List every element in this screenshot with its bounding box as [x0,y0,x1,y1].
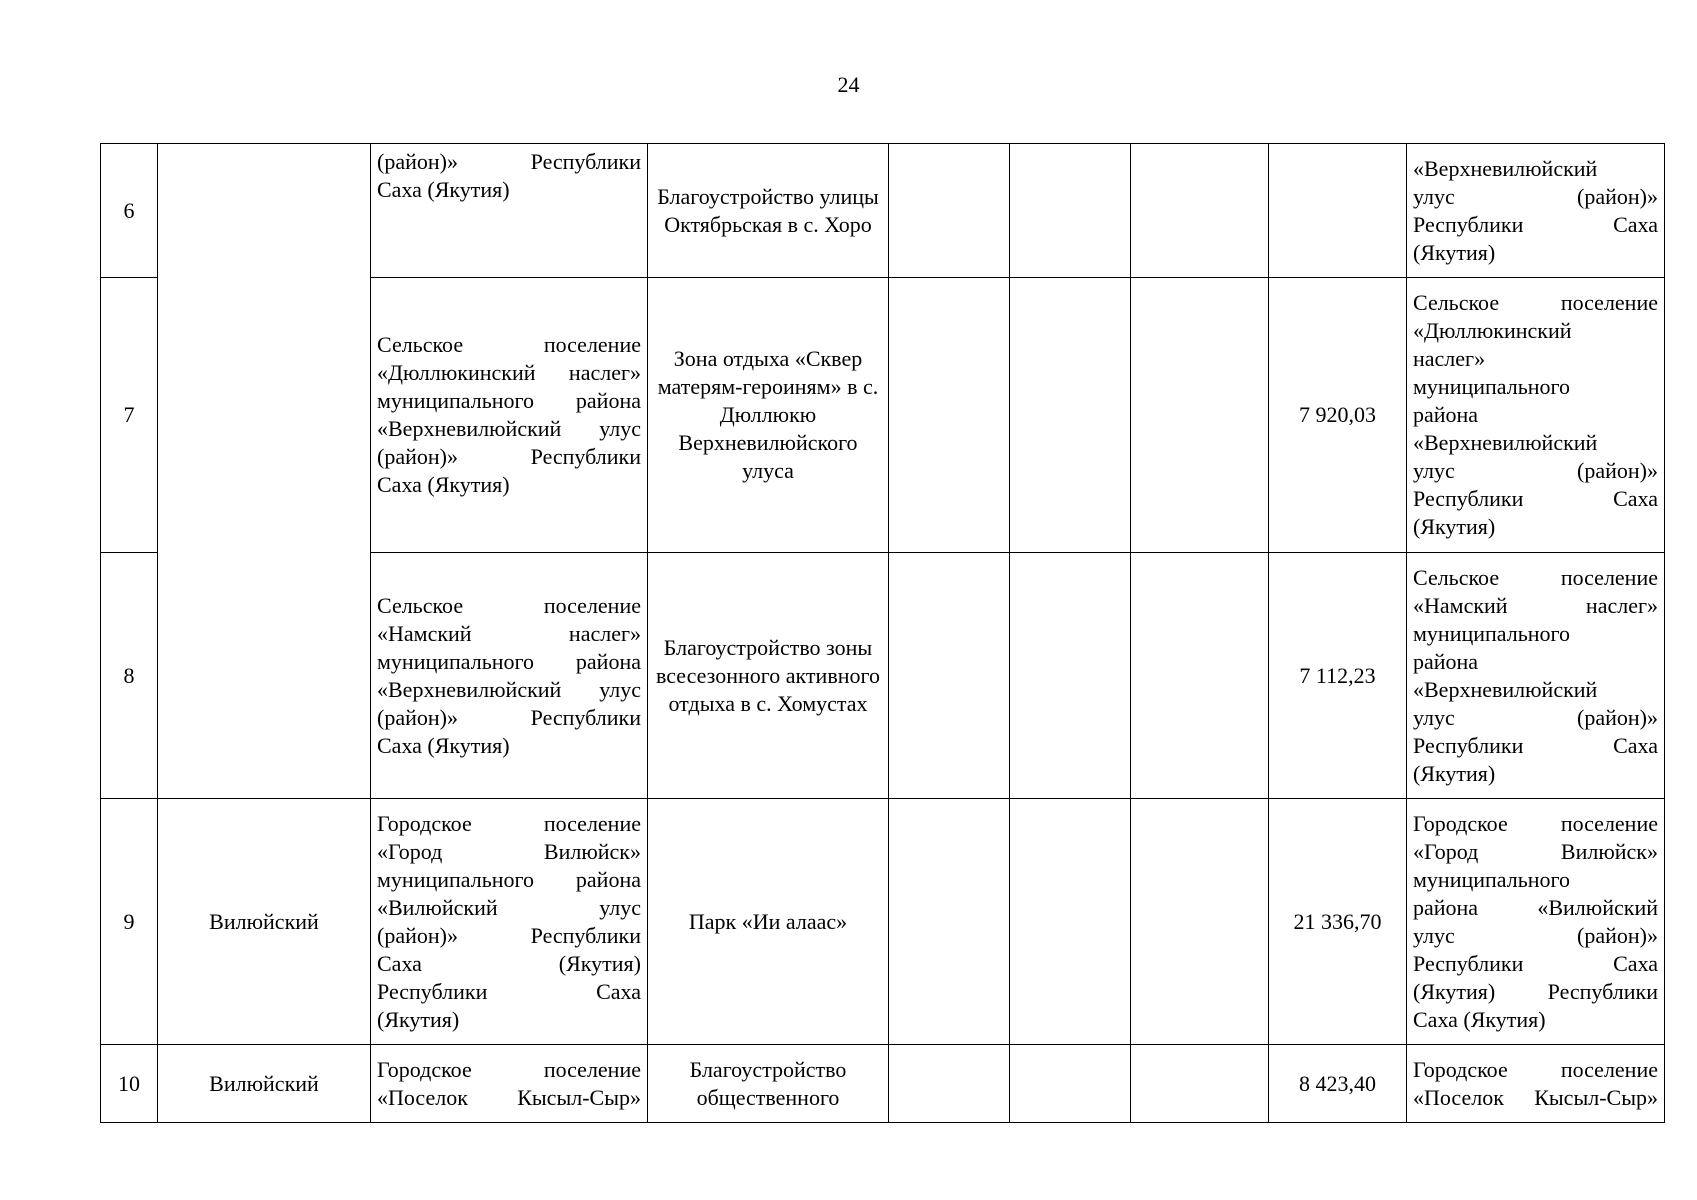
recipient-line: (район)» Республики [377,149,641,174]
recipient-line: «Намский наслег» [377,620,641,646]
recipient-line: «Дюллюкинский наслег» [377,360,641,385]
empty-cell [1010,1045,1131,1123]
customer-line: района [1413,402,1479,427]
recipient-line: Городское поселение [377,1056,641,1082]
customer-line: «Поселок Кысыл-Сыр» [1413,1084,1658,1110]
recipient-cell [371,553,648,799]
customer-cell [1407,144,1665,278]
customer-line: «Город Вилюйск» [1413,838,1658,864]
customer-line: (Якутия) Республики [1413,978,1658,1004]
customer-line: улус (район)» [1413,922,1658,948]
customer-cell [1407,278,1665,553]
amount-cell: 7 112,23 [1269,553,1407,799]
recipient-line: Городское поселение [377,810,641,836]
page-number: 24 [837,72,860,97]
recipient-line: Саха (Якутия) [377,732,510,758]
recipient-line: (район)» Республики [377,922,641,948]
customer-line: улус (район)» [1413,704,1658,730]
row-number: 10 [101,1045,158,1123]
customer-line: района [1413,648,1479,674]
recipient-line: Саха (Якутия) [377,950,641,976]
customer-line: муниципального [1413,866,1571,892]
table-row [101,144,1665,278]
customer-line: Сельское поселение [1413,290,1658,315]
customer-line: «Намский наслег» [1413,592,1658,618]
empty-cell [889,553,1010,799]
object-cell: Благоустройство улицы Октябрьская в с. Хоро [648,144,889,278]
customer-line: «Верхневилюйский [1413,676,1598,702]
empty-cell [889,1045,1010,1123]
customer-line: (Якутия) [1413,514,1496,539]
recipient-line: «Вилюйский улус [377,894,641,920]
table-row [101,799,1665,1045]
customer-line: Городское поселение [1413,1056,1658,1082]
amount-cell: 7 920,03 [1269,278,1407,553]
customer-line: Республики Саха [1413,486,1658,511]
recipient-line: (район)» Республики [377,444,641,469]
recipient-line: Саха (Якутия) [377,177,510,202]
table-row [101,1045,1665,1123]
customer-line: Республики Саха [1413,211,1658,237]
customer-line: Республики Саха [1413,732,1658,758]
recipient-cell [371,278,648,553]
empty-cell [1010,553,1131,799]
recipient-cell [371,799,648,1045]
customer-line: «Верхневилюйский [1413,155,1598,181]
customer-line: (Якутия) [1413,239,1496,265]
amount-cell: 8 423,40 [1269,1045,1407,1123]
recipient-line: Сельское поселение [377,592,641,618]
empty-cell [1010,144,1131,278]
row-number: 9 [101,799,158,1045]
empty-cell [889,278,1010,553]
customer-line: Саха (Якутия) [1413,1006,1546,1032]
district-cell: Вилюйский [158,1045,371,1123]
customer-line: наслег» [1413,346,1486,371]
recipient-line: «Город Вилюйск» [377,838,641,864]
customer-line: (Якутия) [1413,760,1496,786]
object-cell: Парк «Ии алаас» [648,799,889,1045]
data-table [100,143,1665,1123]
empty-cell [1131,278,1269,553]
empty-cell [1131,799,1269,1045]
customer-line: муниципального [1413,374,1571,399]
object-cell: Благоустройство зоны всесезонного активного отдыха в с. Хомустах [648,553,889,799]
customer-line: Городское поселение [1413,810,1658,836]
customer-line: района «Вилюйский [1413,894,1658,920]
recipient-line: «Поселок Кысыл-Сыр» [377,1084,641,1110]
recipient-line: Саха (Якутия) [377,472,510,497]
customer-cell [1407,1045,1665,1123]
amount-cell [1269,144,1407,278]
customer-cell [1407,799,1665,1045]
district-cell [158,144,371,799]
empty-cell [889,799,1010,1045]
empty-cell [1010,799,1131,1045]
recipient-line: муниципального района [377,388,641,413]
recipient-line: «Верхневилюйский улус [377,416,641,441]
row-number: 6 [101,144,158,278]
recipient-line: Республики Саха [377,978,641,1004]
empty-cell [1131,144,1269,278]
recipient-line: муниципального района [377,648,641,674]
customer-cell [1407,553,1665,799]
customer-line: улус (район)» [1413,458,1658,483]
object-cell: Благоустройство общественного [648,1045,889,1123]
recipient-cell [371,144,648,278]
recipient-cell [371,1045,648,1123]
empty-cell [889,144,1010,278]
amount-cell: 21 336,70 [1269,799,1407,1045]
customer-line: улус (район)» [1413,183,1658,209]
empty-cell [1010,278,1131,553]
customer-line: Республики Саха [1413,950,1658,976]
district-cell: Вилюйский [158,799,371,1045]
recipient-line: (район)» Республики [377,704,641,730]
customer-line: «Верхневилюйский [1413,430,1598,455]
recipient-line: (Якутия) [377,1006,460,1032]
empty-cell [1131,1045,1269,1123]
customer-line: муниципального [1413,620,1571,646]
customer-line: Сельское поселение [1413,564,1658,590]
empty-cell [1131,553,1269,799]
customer-line: «Дюллюкинский [1413,318,1572,343]
recipient-line: муниципального района [377,866,641,892]
row-number: 8 [101,553,158,799]
recipient-line: «Верхневилюйский улус [377,676,641,702]
row-number: 7 [101,278,158,553]
recipient-line: Сельское поселение [377,332,641,357]
object-cell: Зона отдыха «Сквер матерям-героиням» в с. Дюллюкю Верхневилюйского улуса [648,278,889,553]
